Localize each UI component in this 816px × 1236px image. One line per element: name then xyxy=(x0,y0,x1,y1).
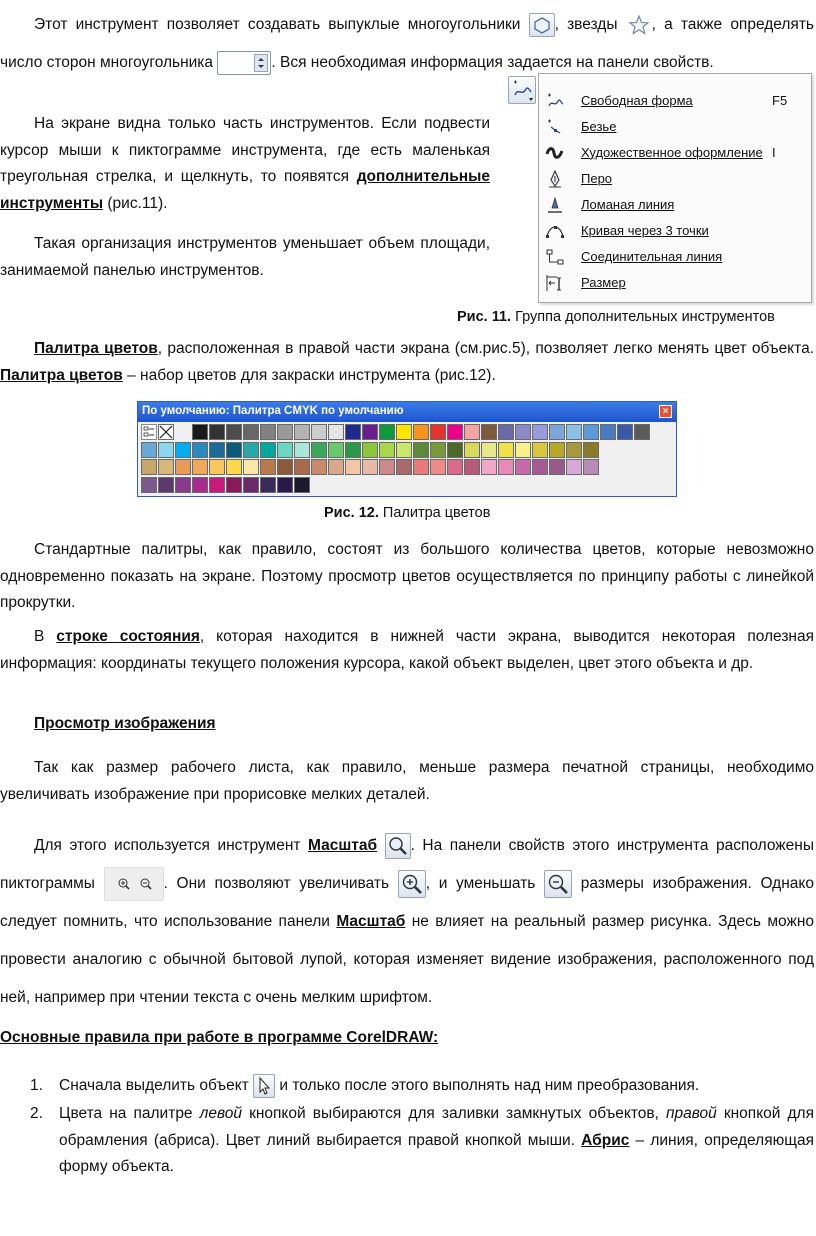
paragraph-color-palette: Палитра цветов, расположенная в правой части экрана (см.рис.5), позволяет легко менять цвет объекта. Палитра цветов – набор цветов для закраски инструмента (рис.12). xyxy=(0,340,814,384)
color-swatch[interactable] xyxy=(396,442,412,458)
zoom-in-icon[interactable] xyxy=(398,870,426,898)
menu-item-freehand[interactable]: Свободная форма F5 xyxy=(539,88,811,114)
color-swatch[interactable] xyxy=(175,459,191,475)
color-swatch[interactable] xyxy=(532,459,548,475)
color-swatch[interactable] xyxy=(328,459,344,475)
color-swatch[interactable] xyxy=(260,477,276,493)
outline-term: Абрис xyxy=(581,1131,630,1149)
color-swatch[interactable] xyxy=(498,442,514,458)
color-swatch[interactable] xyxy=(362,459,378,475)
paragraph-status-bar: В строке состояния, которая находится в нижней части экрана, выводится некоторая полезная информация: координаты текущего положения курсора, какой объект выделен, цвет этого объекта и др. xyxy=(0,628,814,672)
color-swatch[interactable] xyxy=(226,477,242,493)
color-swatch[interactable] xyxy=(464,442,480,458)
star-icon xyxy=(626,13,652,37)
color-swatch[interactable] xyxy=(311,442,327,458)
color-swatch[interactable] xyxy=(243,477,259,493)
menu-item-bezier[interactable]: Безье xyxy=(539,114,811,140)
menu-item-dimension[interactable]: Размер xyxy=(539,270,811,296)
color-swatch[interactable] xyxy=(158,459,174,475)
color-swatch[interactable] xyxy=(600,424,616,440)
color-swatch[interactable] xyxy=(362,424,378,440)
palette-swatch-grid xyxy=(141,424,675,494)
color-swatch[interactable] xyxy=(328,442,344,458)
color-swatch[interactable] xyxy=(209,459,225,475)
color-swatch[interactable] xyxy=(515,424,531,440)
extra-tools-term: дополнительные инструменты xyxy=(0,168,490,212)
menu-item-polyline[interactable]: Ломаная линия xyxy=(539,192,811,218)
color-swatch[interactable] xyxy=(447,424,463,440)
freehand-tool-button[interactable] xyxy=(508,76,536,104)
dimension-icon xyxy=(545,274,565,292)
palette-title-bar xyxy=(138,402,676,422)
color-swatch[interactable] xyxy=(243,442,259,458)
color-swatch[interactable] xyxy=(413,459,429,475)
color-swatch[interactable] xyxy=(277,477,293,493)
color-swatch[interactable] xyxy=(141,477,157,493)
paragraph-zoom-tool: Для этого используется инструмент Масштаб . На панели свойств этого инструмента расположены пиктограммы . Они позволяют увеличивать , и уменьшать размеры изображения. Однако следует помнить, что использование панели Масштаб не влияет на реальный размер рисунка. Здесь можно провести аналогию с обычной бытовой лупой, которая изменяет видение изображения, расположенного под ней, например при чтении текста с очень мелким шрифтом. xyxy=(0,827,814,1017)
color-swatch[interactable] xyxy=(464,424,480,440)
color-swatch[interactable] xyxy=(396,424,412,440)
color-palette-term-2: Палитра цветов xyxy=(0,366,123,384)
color-swatch[interactable] xyxy=(345,442,361,458)
color-swatch[interactable] xyxy=(481,424,497,440)
tool-flyout-menu xyxy=(538,73,812,303)
connector-icon xyxy=(545,248,565,266)
freehand-icon xyxy=(545,92,565,110)
color-swatch[interactable] xyxy=(175,477,191,493)
figure-12-caption: Рис. 12. Палитра цветов xyxy=(324,505,491,521)
color-swatch[interactable] xyxy=(617,424,633,440)
color-swatch[interactable] xyxy=(566,424,582,440)
color-swatch[interactable] xyxy=(447,459,463,475)
color-swatch[interactable] xyxy=(192,459,208,475)
color-swatch[interactable] xyxy=(141,459,157,475)
color-swatch[interactable] xyxy=(498,424,514,440)
figure-11-caption: Рис. 11. Группа дополнительных инструментов xyxy=(457,309,775,325)
color-swatch[interactable] xyxy=(447,442,463,458)
three-point-curve-icon xyxy=(545,222,565,240)
color-swatch[interactable] xyxy=(311,459,327,475)
figure-11-tool-flyout xyxy=(508,73,812,303)
color-swatch[interactable] xyxy=(277,459,293,475)
zoom-property-bar-icons xyxy=(104,867,164,901)
color-swatch[interactable] xyxy=(481,442,497,458)
heading-coreldraw-rules: Основные правила при работе в программе CorelDRAW: xyxy=(0,1029,439,1046)
palette-menu-icon[interactable] xyxy=(141,424,157,440)
color-swatch[interactable] xyxy=(430,459,446,475)
color-swatch[interactable] xyxy=(192,477,208,493)
color-swatch[interactable] xyxy=(532,424,548,440)
color-swatch[interactable] xyxy=(549,424,565,440)
color-swatch[interactable] xyxy=(413,424,429,440)
menu-item-pen[interactable]: Перо xyxy=(539,166,811,192)
color-swatch[interactable] xyxy=(379,459,395,475)
color-swatch[interactable] xyxy=(549,459,565,475)
polygon-icon xyxy=(529,13,555,37)
paragraph-organization: Такая организация инструментов уменьшает объем площади, занимаемой панелью инструментов. xyxy=(0,235,490,279)
polyline-icon xyxy=(545,196,565,214)
zoom-tool-icon xyxy=(385,833,411,859)
color-swatch[interactable] xyxy=(243,424,259,440)
color-swatch[interactable] xyxy=(294,424,310,440)
color-swatch[interactable] xyxy=(158,477,174,493)
color-swatch[interactable] xyxy=(464,459,480,475)
color-swatch[interactable] xyxy=(260,442,276,458)
color-swatch[interactable] xyxy=(430,442,446,458)
color-swatch[interactable] xyxy=(396,459,412,475)
color-palette-window xyxy=(137,401,677,497)
heading-image-view: Просмотр изображения xyxy=(34,715,216,732)
color-swatch[interactable] xyxy=(260,424,276,440)
color-swatch[interactable] xyxy=(175,442,191,458)
color-swatch[interactable] xyxy=(498,459,514,475)
color-swatch[interactable] xyxy=(141,442,157,458)
color-swatch[interactable] xyxy=(209,442,225,458)
palette-title: По умолчанию: Палитра CMYK по умолчанию xyxy=(142,405,404,417)
color-swatch[interactable] xyxy=(328,424,344,440)
color-swatch[interactable] xyxy=(158,442,174,458)
color-swatch[interactable] xyxy=(345,424,361,440)
pen-icon xyxy=(545,170,565,188)
color-swatch[interactable] xyxy=(583,459,599,475)
menu-item-artistic-media[interactable]: Художественное оформление I xyxy=(539,140,811,166)
color-swatch[interactable] xyxy=(226,424,242,440)
menu-item-connector[interactable]: Соединительная линия xyxy=(539,244,811,270)
color-swatch[interactable] xyxy=(226,459,242,475)
no-color-swatch[interactable] xyxy=(158,424,174,440)
color-swatch[interactable] xyxy=(583,442,599,458)
bezier-icon xyxy=(545,118,565,136)
color-swatch[interactable] xyxy=(294,442,310,458)
color-swatch[interactable] xyxy=(277,442,293,458)
color-swatch[interactable] xyxy=(566,459,582,475)
zoom-out-icon[interactable] xyxy=(544,870,572,898)
color-swatch[interactable] xyxy=(192,442,208,458)
artistic-media-icon xyxy=(545,144,565,162)
color-swatch[interactable] xyxy=(209,477,225,493)
color-swatch[interactable] xyxy=(345,459,361,475)
color-swatch[interactable] xyxy=(583,424,599,440)
color-palette-term: Палитра цветов xyxy=(34,340,158,357)
paragraph-polygon-tool: Этот инструмент позволяет создавать выпуклые многоугольники , звезды , а также определять число сторон многоугольника . Вся необходимая информация задается на панели свойств. xyxy=(0,6,814,82)
palette-close-icon[interactable]: × xyxy=(659,405,672,418)
color-swatch[interactable] xyxy=(362,442,378,458)
color-swatch[interactable] xyxy=(515,459,531,475)
spinner-arrows-icon[interactable] xyxy=(254,54,268,72)
paragraph-zoom-need: Так как размер рабочего листа, как правило, меньше размера печатной страницы, необходимо увеличивать изображение при прорисовке мелких деталей. xyxy=(0,759,814,803)
color-swatch[interactable] xyxy=(532,442,548,458)
color-swatch[interactable] xyxy=(634,424,650,440)
sides-count-spinner[interactable] xyxy=(217,51,271,75)
color-swatch[interactable] xyxy=(379,424,395,440)
color-swatch[interactable] xyxy=(277,424,293,440)
color-swatch[interactable] xyxy=(413,442,429,458)
color-swatch[interactable] xyxy=(294,459,310,475)
color-swatch[interactable] xyxy=(192,424,208,440)
menu-item-3-point-curve[interactable]: Кривая через 3 точки xyxy=(539,218,811,244)
status-bar-term: строке состояния xyxy=(56,628,200,645)
color-swatch[interactable] xyxy=(209,424,225,440)
color-swatch[interactable] xyxy=(430,424,446,440)
color-swatch[interactable] xyxy=(515,442,531,458)
color-swatch[interactable] xyxy=(294,477,310,493)
color-swatch[interactable] xyxy=(226,442,242,458)
color-swatch[interactable] xyxy=(243,459,259,475)
color-swatch[interactable] xyxy=(260,459,276,475)
paragraph-standard-palettes: Стандартные палитры, как правило, состоят из большого количества цветов, которые невозможно одновременно показать на экране. Поэтому просмотр цветов осуществляется по принципу работы с линейкой прокрутки. xyxy=(0,541,814,611)
color-swatch[interactable] xyxy=(549,442,565,458)
pick-tool-icon xyxy=(253,1074,275,1098)
color-swatch[interactable] xyxy=(311,424,327,440)
paragraph-extra-tools: На экране видна только часть инструментов. Если подвести курсор мыши к пиктограмме инструмента, где есть маленькая треугольная стрелка, и щелкнуть, то появятся дополнительные инструменты (рис.11). xyxy=(0,115,490,212)
zoom-term-2: Масштаб xyxy=(336,913,406,930)
color-swatch[interactable] xyxy=(481,459,497,475)
color-swatch[interactable] xyxy=(566,442,582,458)
zoom-term: Масштаб xyxy=(308,837,378,854)
color-swatch[interactable] xyxy=(379,442,395,458)
